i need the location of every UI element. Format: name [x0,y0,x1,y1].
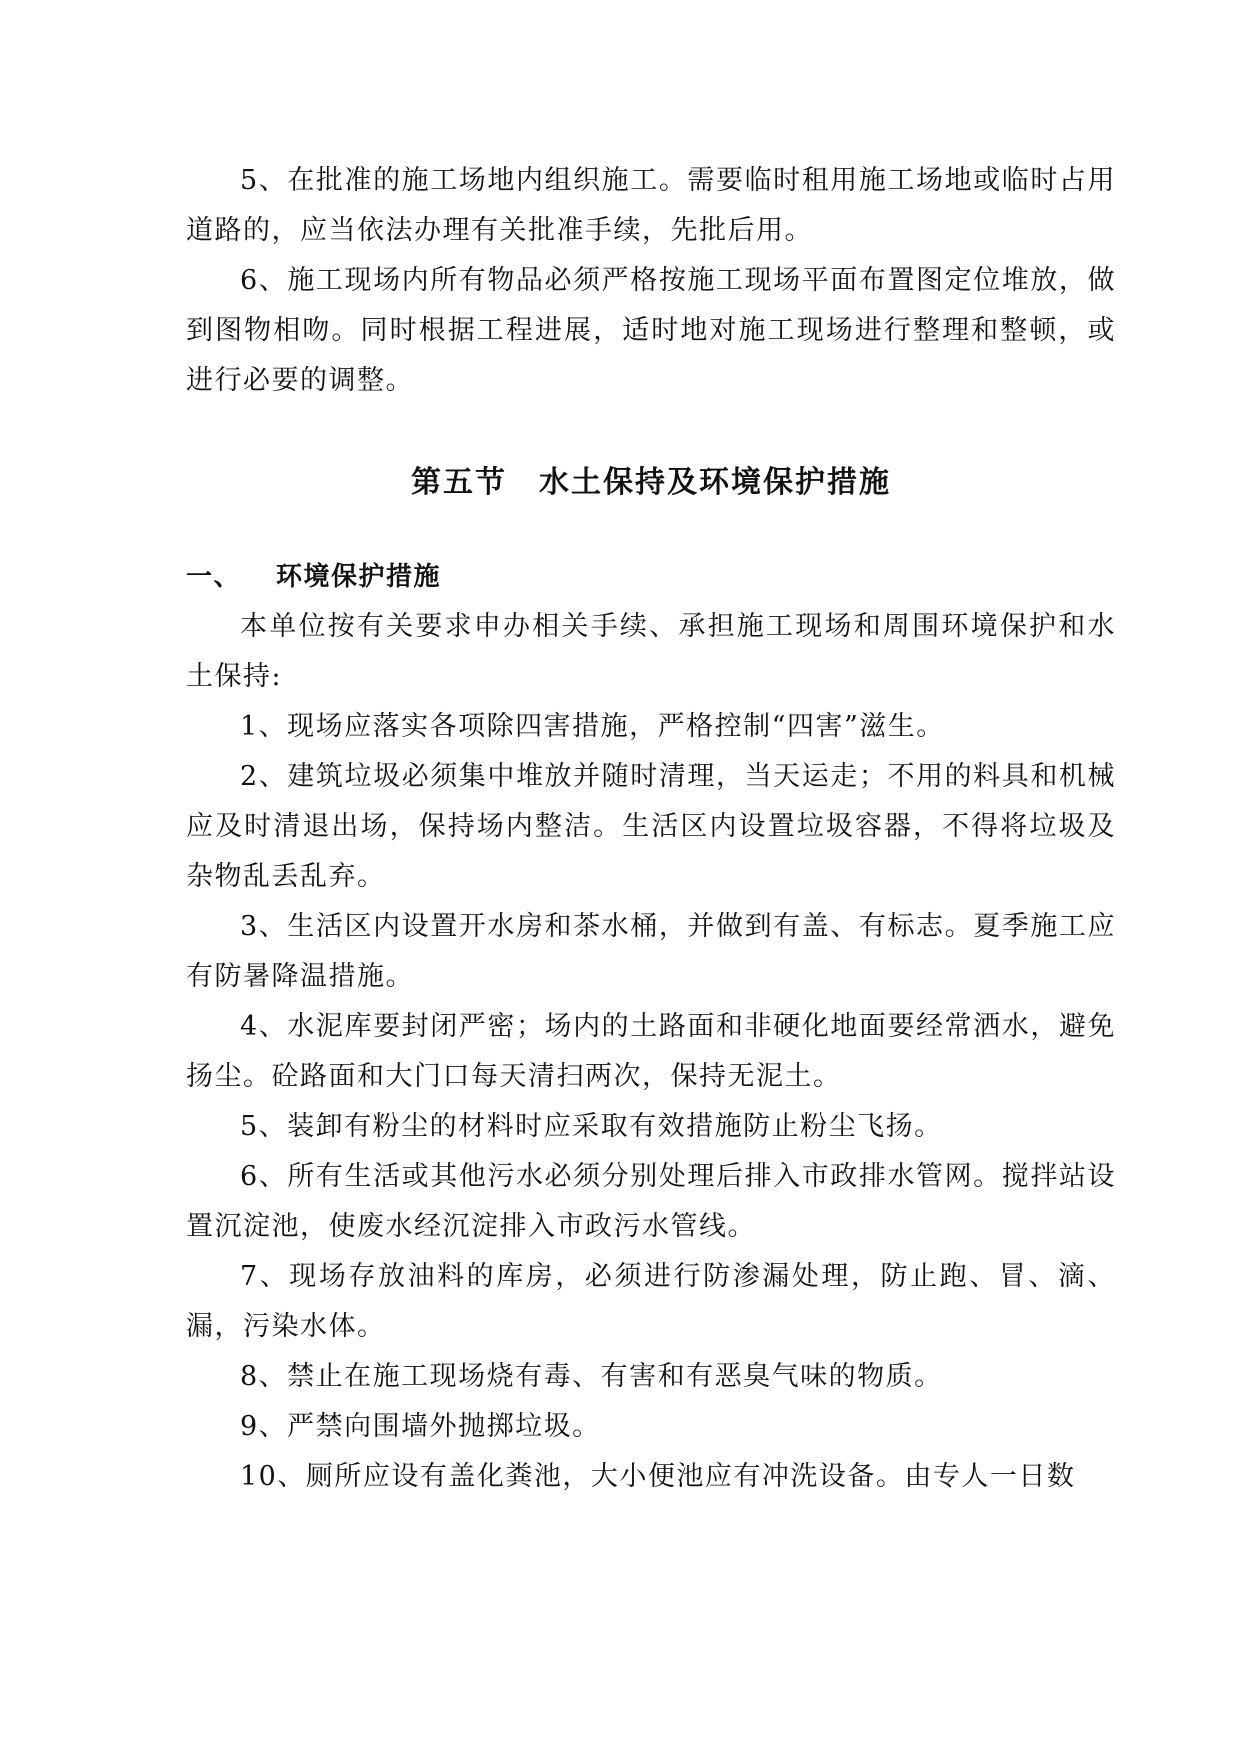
measure-item-5: 5、装卸有粉尘的材料时应采取有效措施防止粉尘飞扬。 [240,1111,943,1142]
measure-item-1: 1、现场应落实各项除四害措施，严格控制“四害”滋生。 [240,711,945,742]
measure-item-9: 9、严禁向围墙外抛掷垃圾。 [240,1411,601,1442]
page-content [186,156,1116,1502]
subsection-heading [186,552,1116,602]
measure-item-7: 7、现场存放油料的库房，必须进行防渗漏处理，防止跑、冒、滴、漏，污染水体。 [186,1261,1116,1342]
measure-item-2: 2、建筑垃圾必须集中堆放并随时清理，当天运走；不用的料具和机械应及时清退出场，保持场内整洁。生活区内设置垃圾容器，不得将垃圾及杂物乱丢乱弃。 [186,761,1116,892]
measure-item-3: 3、生活区内设置开水房和茶水桶，并做到有盖、有标志。夏季施工应有防暑降温措施。 [186,911,1116,992]
measure-item-8: 8、禁止在施工现场烧有毒、有害和有恶臭气味的物质。 [240,1361,943,1392]
paragraph-intro: 本单位按有关要求申办相关手续、承担施工现场和周围环境保护和水土保持: [186,611,1116,692]
measure-item-10: 10、厕所应设有盖化粪池，大小便池应有冲洗设备。由专人一日数 [240,1461,1076,1492]
section-title: 第五节 水土保持及环境保护措施 [411,465,891,500]
measure-item-4: 4、水泥库要封闭严密；场内的土路面和非硬化地面要经常洒水，避免扬尘。砼路面和大门口每天清扫两次，保持无泥土。 [186,1011,1116,1092]
measure-item-6: 6、所有生活或其他污水必须分别处理后排入市政排水管网。搅拌站设置沉淀池，使废水经沉淀排入市政污水管线。 [186,1161,1116,1242]
subsection-number: 一、 [186,562,242,592]
paragraph-item-5: 5、在批准的施工场地内组织施工。需要临时租用施工场地或临时占用道路的，应当依法办理有关批准手续，先批后用。 [186,165,1116,246]
paragraph-item-6: 6、施工现场内所有物品必须严格按施工现场平面布置图定位堆放，做到图物相吻。同时根据工程进展，适时地对施工现场进行整理和整顿，或进行必要的调整。 [186,265,1116,396]
subsection-title: 环境保护措施 [276,562,442,592]
